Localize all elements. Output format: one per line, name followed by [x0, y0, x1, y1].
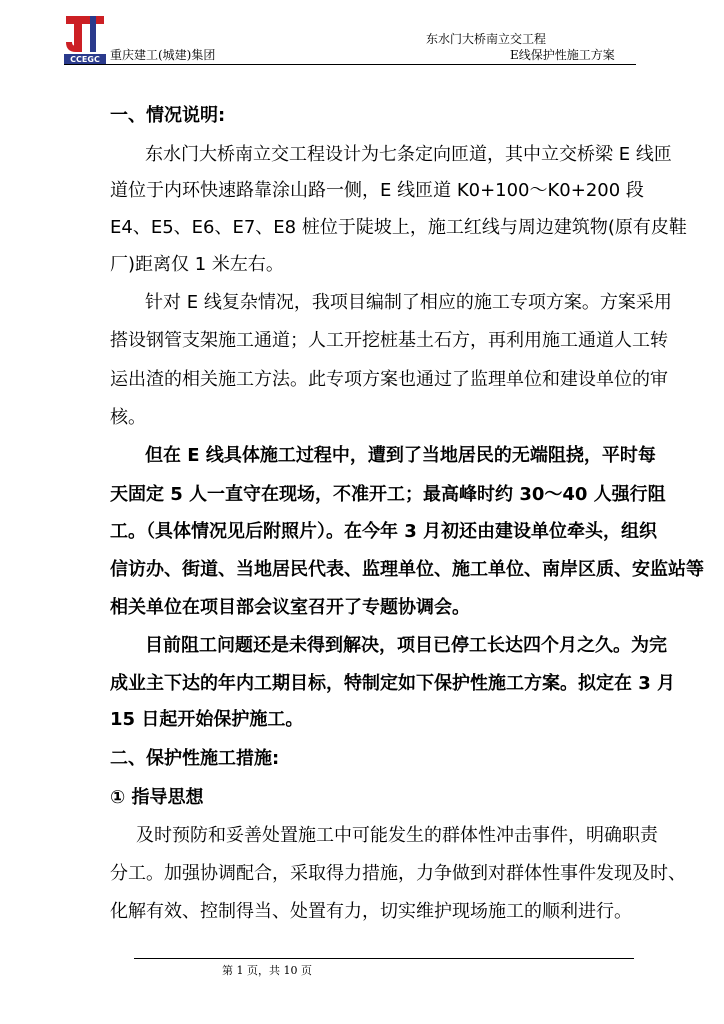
header-document: E线保护性施工方案: [510, 48, 615, 62]
logo-text: CCEGC: [70, 55, 100, 64]
section-heading-2: 二、保护性施工措施:: [110, 748, 280, 769]
paragraph-line: 东水门大桥南立交工程设计为七条定向匝道，其中立交桥梁 E 线匝: [145, 144, 672, 165]
paragraph-line: 核。: [110, 407, 146, 428]
paragraph-line-bold: 但在 E 线具体施工过程中，遭到了当地居民的无端阻挠，平时每: [145, 445, 656, 466]
header-project: 东水门大桥南立交工程: [425, 32, 546, 46]
paragraph-line: 道位于内环快速路靠涂山路一侧，E 线匝道 K0+100～K0+200 段: [110, 180, 644, 201]
page-number: 第 1 页，共 10 页: [222, 964, 312, 977]
paragraph-line: 搭设钢管支架施工通道；人工开挖桩基土石方，再利用施工通道人工转: [110, 330, 668, 351]
company-logo: [64, 14, 106, 64]
paragraph-line: E4、E5、E6、E7、E8 桩位于陡坡上，施工红线与周边建筑物(原有皮鞋: [110, 217, 687, 238]
paragraph-line-bold: 成业主下达的年内工期目标，特制定如下保护性施工方案。拟定在 3 月: [110, 673, 676, 694]
paragraph-line-bold: 天固定 5 人一直守在现场，不准开工；最高峰时约 30～40 人强行阻: [110, 484, 666, 505]
paragraph-line: 化解有效、控制得当、处置有力，切实维护现场施工的顺利进行。: [110, 901, 632, 922]
paragraph-line-bold: 15 日起开始保护施工。: [110, 709, 304, 730]
paragraph-line: 分工。加强协调配合，采取得力措施，力争做到对群体性事件发现及时、: [110, 863, 686, 884]
paragraph-line: 厂)距离仅 1 米左右。: [110, 254, 284, 275]
paragraph-line: 针对 E 线复杂情况，我项目编制了相应的施工专项方案。方案采用: [145, 292, 672, 313]
header-company: 重庆建工(城建)集团: [110, 48, 216, 62]
subsection-heading: ① 指导思想: [110, 787, 204, 808]
header-divider: [64, 64, 636, 65]
section-heading-1: 一、情况说明:: [110, 105, 226, 126]
paragraph-line-bold: 工。（具体情况见后附照片）。在今年 3 月初还由建设单位牵头，组织: [110, 521, 658, 542]
paragraph-line: 及时预防和妥善处置施工中可能发生的群体性冲击事件，明确职责: [136, 825, 658, 846]
paragraph-line: 运出渣的相关施工方法。此专项方案也通过了监理单位和建设单位的审: [110, 369, 668, 390]
footer-divider: [134, 958, 634, 959]
paragraph-line-bold: 信访办、街道、当地居民代表、监理单位、施工单位、南岸区质、安监站等: [110, 559, 704, 580]
paragraph-line-bold: 目前阻工问题还是未得到解决，项目已停工长达四个月之久。为完: [145, 635, 667, 656]
paragraph-line-bold: 相关单位在项目部会议室召开了专题协调会。: [110, 597, 470, 618]
